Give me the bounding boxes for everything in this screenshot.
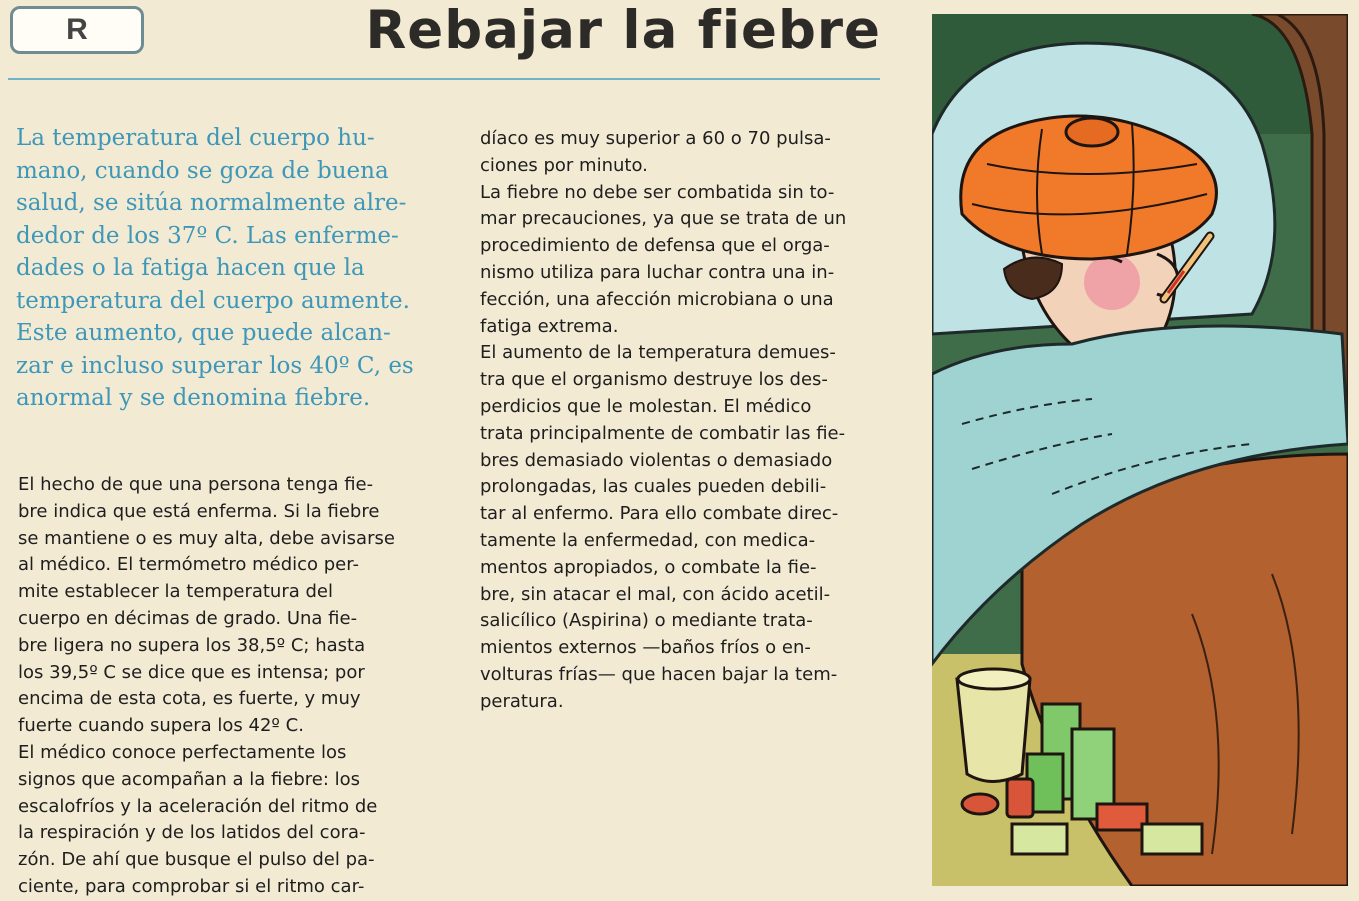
text-line: mientos externos —baños fríos o en- xyxy=(480,637,811,659)
text-line: al médico. El termómetro médico per- xyxy=(18,554,359,576)
text-line: salicílico (Aspirina) o mediante trata- xyxy=(480,610,813,632)
text-line: fuerte cuando supera los 42º C. xyxy=(18,715,304,737)
text-line: trata principalmente de combatir las fie- xyxy=(480,422,846,444)
text-line: tra que el organismo destruye los des- xyxy=(480,369,828,391)
text-line: El hecho de que una persona tenga fie- xyxy=(18,474,374,495)
text-line: ciones por minuto. xyxy=(480,154,648,176)
glass-icon xyxy=(957,669,1030,782)
text-line: se mantiene o es muy alta, debe avisarse xyxy=(18,527,395,549)
text-line: ciente, para comprobar si el ritmo car- xyxy=(18,875,365,897)
intro-line: zar e incluso superar los 40º C, es xyxy=(16,352,414,379)
text-line: bre indica que está enferma. Si la fiebre xyxy=(18,500,380,522)
text-line: tamente la enfermedad, con medica- xyxy=(480,529,816,551)
text-line: la respiración y de los latidos del cora- xyxy=(18,822,366,844)
text-line: mar precauciones, ya que se trata de un xyxy=(480,208,847,230)
text-line: tar al enfermo. Para ello combate direc- xyxy=(480,503,839,525)
text-line: fección, una afección microbiana o una xyxy=(480,288,834,310)
body-column-right xyxy=(480,126,888,716)
title-divider xyxy=(8,78,880,80)
text-line: bres demasiado violentas o demasiado xyxy=(480,449,833,471)
text-line: los 39,5º C se dice que es intensa; por xyxy=(18,661,365,683)
intro-line: dades o la fatiga hacen que la xyxy=(16,255,365,281)
section-tab xyxy=(10,6,144,54)
page-title: Rebajar la fiebre xyxy=(365,0,881,61)
text-line: fatiga extrema. xyxy=(480,315,619,337)
intro-line: La temperatura del cuerpo hu- xyxy=(16,125,375,151)
text-line: prolongadas, las cuales pueden debili- xyxy=(480,476,827,498)
intro-line: dedor de los 37º C. Las enferme- xyxy=(16,222,399,249)
intro-line: temperatura del cuerpo aumente. xyxy=(16,287,410,314)
text-line: mentos apropiados, o combate la fie- xyxy=(480,556,817,578)
text-line: El médico conoce perfectamente los xyxy=(18,741,347,763)
section-letter: R xyxy=(66,13,88,46)
text-line: escalofríos y la aceleración del ritmo de xyxy=(18,795,378,817)
text-line: volturas frías— que hacen bajar la tem- xyxy=(480,663,838,685)
text-line: díaco es muy superior a 60 o 70 pulsa- xyxy=(480,128,831,149)
intro-line: Este aumento, que puede alcan- xyxy=(16,320,391,346)
body-column-left xyxy=(18,472,428,901)
text-line: bre, sin atacar el mal, con ácido acetil- xyxy=(480,583,831,605)
text-line: encima de esta cota, es fuerte, y muy xyxy=(18,688,361,710)
intro-line: mano, cuando se goza de buena xyxy=(16,157,389,184)
text-line: El aumento de la temperatura demues- xyxy=(480,342,836,364)
text-line: La fiebre no debe ser combatida sin to- xyxy=(480,181,835,203)
sick-man-illustration xyxy=(932,14,1348,886)
text-line: cuerpo en décimas de grado. Una fie- xyxy=(18,607,358,629)
text-line: procedimiento de defensa que el orga- xyxy=(480,235,830,257)
text-line: bre ligera no supera los 38,5º C; hasta xyxy=(18,634,366,656)
intro-line: salud, se sitúa normalmente alre- xyxy=(16,190,407,216)
text-line: signos que acompañan a la fiebre: los xyxy=(18,768,361,790)
text-line: nismo utiliza para luchar contra una in- xyxy=(480,261,835,283)
text-line: zón. De ahí que busque el pulso del pa- xyxy=(18,849,375,871)
text-line: mite establecer la temperatura del xyxy=(18,581,333,603)
intro-line: anormal y se denomina fiebre. xyxy=(16,385,371,411)
text-line: peratura. xyxy=(480,690,564,712)
text-line: perdicios que le molestan. El médico xyxy=(480,395,812,417)
intro-paragraph xyxy=(16,122,426,415)
